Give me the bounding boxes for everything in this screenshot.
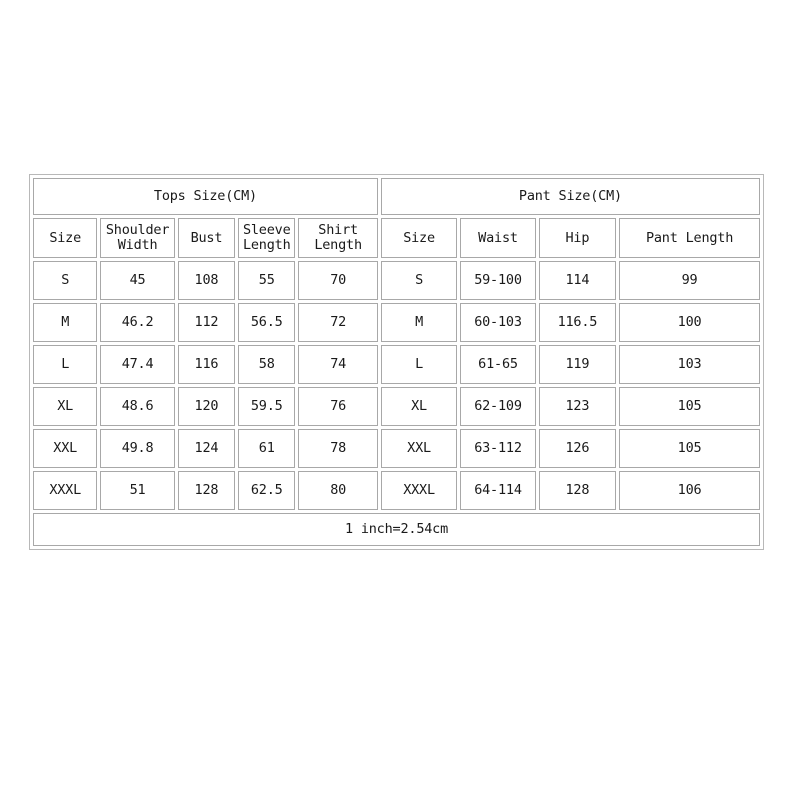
- pants-size-cell: XXL: [381, 429, 457, 468]
- pants-size-cell: S: [381, 261, 457, 300]
- tops-sleeve-length-cell: 59.5: [238, 387, 295, 426]
- tops-size-cell: L: [33, 345, 97, 384]
- pants-length-cell: 103: [619, 345, 760, 384]
- tops-title: Tops Size(CM): [33, 178, 378, 215]
- tops-sleeve-length-cell: 62.5: [238, 471, 295, 510]
- tops-header-shoulder-width: Shoulder Width: [100, 218, 174, 258]
- tops-size-cell: M: [33, 303, 97, 342]
- tops-bust-cell: 120: [178, 387, 235, 426]
- tops-shoulder-width-cell: 47.4: [100, 345, 174, 384]
- tops-shirt-length-cell: 70: [298, 261, 377, 300]
- pants-waist-cell: 59-100: [460, 261, 535, 300]
- pants-size-cell: L: [381, 345, 457, 384]
- pants-waist-cell: 60-103: [460, 303, 535, 342]
- tops-shoulder-width-cell: 48.6: [100, 387, 174, 426]
- pants-waist-cell: 63-112: [460, 429, 535, 468]
- tops-shoulder-width-cell: 45: [100, 261, 174, 300]
- pants-hip-cell: 119: [539, 345, 616, 384]
- table-row: [33, 429, 760, 468]
- tops-bust-cell: 116: [178, 345, 235, 384]
- table-row: [33, 261, 760, 300]
- tops-header-sleeve-length: Sleeve Length: [238, 218, 295, 258]
- pants-header-pant-length: Pant Length: [619, 218, 760, 258]
- pants-hip-cell: 116.5: [539, 303, 616, 342]
- tops-size-cell: S: [33, 261, 97, 300]
- tops-size-cell: XXXL: [33, 471, 97, 510]
- table-row: [33, 387, 760, 426]
- title-row: [33, 178, 760, 215]
- pants-length-cell: 100: [619, 303, 760, 342]
- pants-header-waist: Waist: [460, 218, 535, 258]
- pants-size-cell: XXXL: [381, 471, 457, 510]
- pants-waist-cell: 61-65: [460, 345, 535, 384]
- tops-header-bust: Bust: [178, 218, 235, 258]
- pants-length-cell: 99: [619, 261, 760, 300]
- tops-shirt-length-cell: 80: [298, 471, 377, 510]
- pants-hip-cell: 123: [539, 387, 616, 426]
- header-row: [33, 218, 760, 258]
- pants-waist-cell: 62-109: [460, 387, 535, 426]
- pants-length-cell: 106: [619, 471, 760, 510]
- pants-header-hip: Hip: [539, 218, 616, 258]
- tops-bust-cell: 108: [178, 261, 235, 300]
- tops-shirt-length-cell: 78: [298, 429, 377, 468]
- pants-length-cell: 105: [619, 387, 760, 426]
- pants-size-cell: XL: [381, 387, 457, 426]
- tops-bust-cell: 112: [178, 303, 235, 342]
- tops-sleeve-length-cell: 56.5: [238, 303, 295, 342]
- size-chart-table: [29, 174, 764, 550]
- tops-shirt-length-cell: 76: [298, 387, 377, 426]
- pants-hip-cell: 114: [539, 261, 616, 300]
- pants-hip-cell: 128: [539, 471, 616, 510]
- pants-length-cell: 105: [619, 429, 760, 468]
- pants-header-size: Size: [381, 218, 457, 258]
- table-row: [33, 471, 760, 510]
- tops-header-size: Size: [33, 218, 97, 258]
- pants-size-cell: M: [381, 303, 457, 342]
- tops-sleeve-length-cell: 55: [238, 261, 295, 300]
- tops-header-shirt-length: Shirt Length: [298, 218, 377, 258]
- tops-bust-cell: 124: [178, 429, 235, 468]
- tops-size-cell: XL: [33, 387, 97, 426]
- tops-size-cell: XXL: [33, 429, 97, 468]
- tops-shoulder-width-cell: 51: [100, 471, 174, 510]
- inch-conversion-note: 1 inch=2.54cm: [33, 513, 760, 546]
- footnote-row: [33, 513, 760, 546]
- tops-shirt-length-cell: 74: [298, 345, 377, 384]
- tops-shoulder-width-cell: 49.8: [100, 429, 174, 468]
- tops-sleeve-length-cell: 58: [238, 345, 295, 384]
- tops-shirt-length-cell: 72: [298, 303, 377, 342]
- pants-waist-cell: 64-114: [460, 471, 535, 510]
- tops-shoulder-width-cell: 46.2: [100, 303, 174, 342]
- pants-hip-cell: 126: [539, 429, 616, 468]
- table-row: [33, 303, 760, 342]
- pants-title: Pant Size(CM): [381, 178, 760, 215]
- tops-bust-cell: 128: [178, 471, 235, 510]
- table-row: [33, 345, 760, 384]
- tops-sleeve-length-cell: 61: [238, 429, 295, 468]
